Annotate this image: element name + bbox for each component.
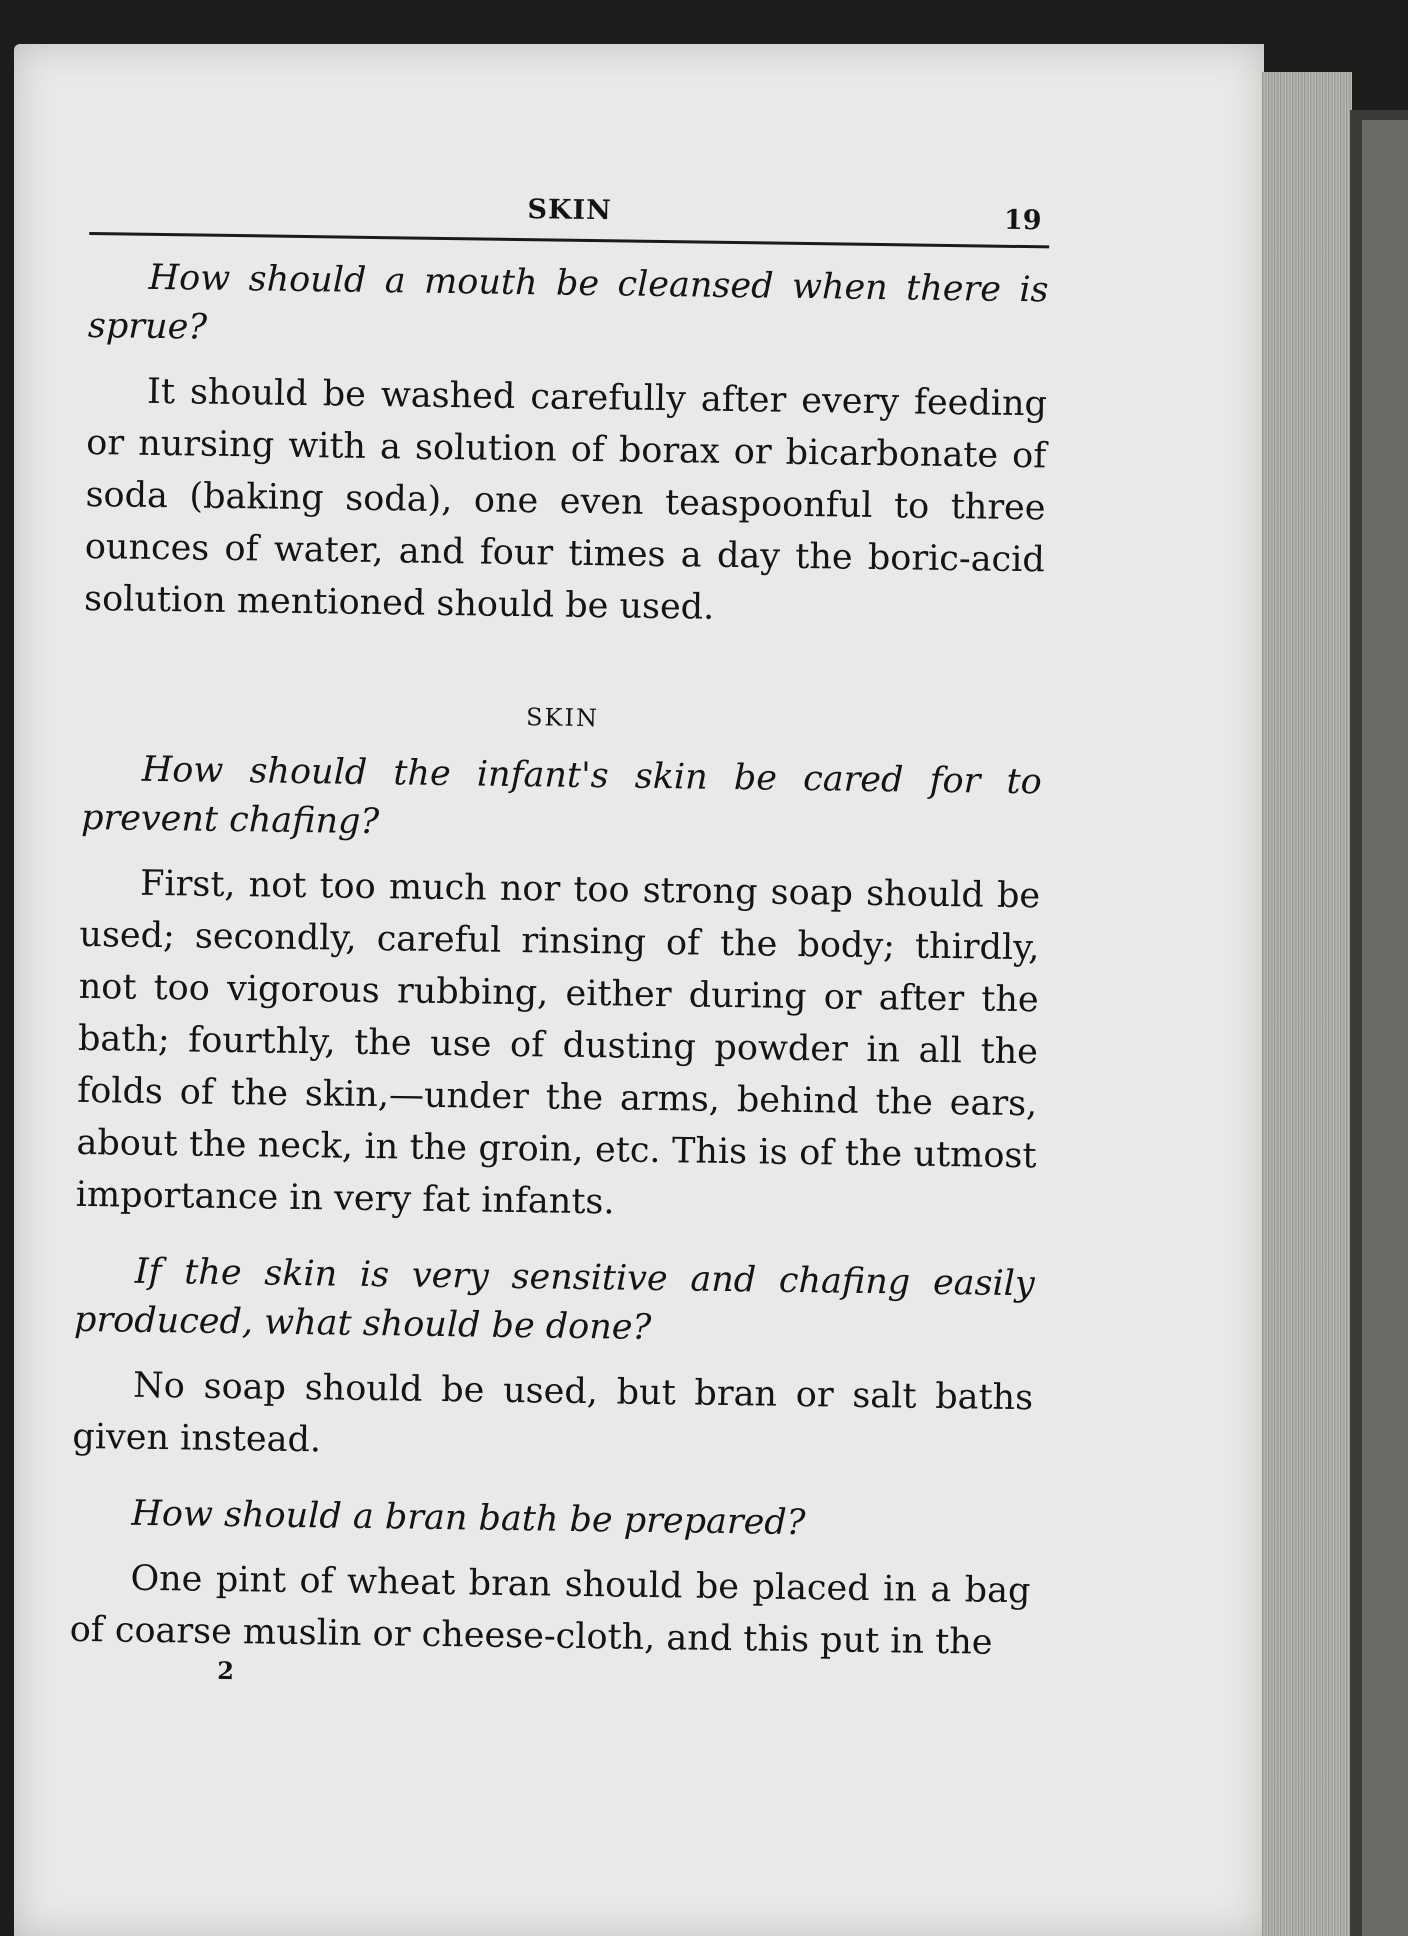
book-cover-inner [1362, 120, 1408, 1936]
answer-sensitive-skin: No soap should be used, but bran or salt baths given instead. [72, 1365, 1034, 1461]
signature-mark: 2 [217, 1655, 235, 1686]
question-sensitive-skin: If the skin is very sensitive and chafing easily produced, what should be done? [73, 1251, 1035, 1348]
answer-mouth-cleansing: It should be washed carefully after every feeding or nursing with a solution of borax or bicarbonate of soda (baking soda), one even teaspoonful to three ounces of water, and four times a day the boric-acid solution mentioned should be used. [83, 371, 1048, 628]
section-heading-skin: SKIN [525, 703, 600, 733]
page-number: 19 [1003, 204, 1042, 237]
question-mouth-cleansing: How should a mouth be cleansed when there is sprue? [87, 257, 1049, 348]
page-edges [1262, 72, 1352, 1936]
answer-bran-bath: One pint of wheat bran should be placed in a bag of coarse muslin or cheese-cloth, and this put in the [69, 1558, 1031, 1663]
page-content [69, 180, 1050, 1696]
answer-prevent-chafing: First, not too much nor too strong soap should be used; secondly, careful rinsing of the body; thirdly, not too vigorous rubbing, either during or after the bath; fourthly, the use of dusting powder in all the folds of the skin,—under the arms, behind the ears, about the neck, in the groin, etc. This is of the utmost importance in very fat infants. [75, 863, 1041, 1223]
running-title: SKIN [527, 194, 612, 227]
question-bran-bath: How should a bran bath be prepared? [131, 1493, 806, 1544]
question-prevent-chafing: How should the infant's skin be cared for to prevent chafing? [80, 749, 1042, 843]
